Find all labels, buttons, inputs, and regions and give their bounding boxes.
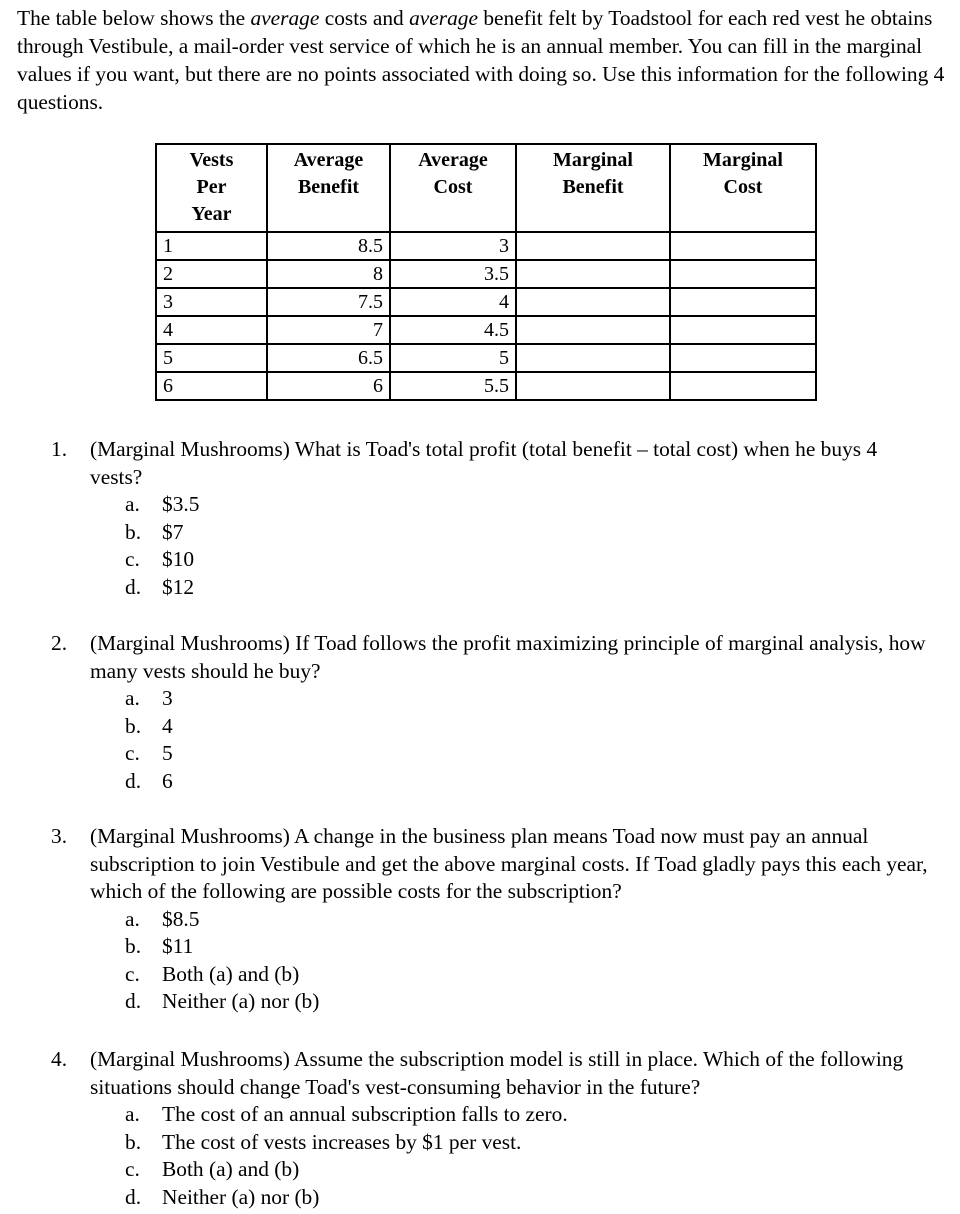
table-row	[156, 372, 816, 400]
option-letter: b.	[125, 713, 142, 738]
intro-text-3: benefit felt by Toadstool for each red vest he obtains through Vestibule, a mail-order vest service of which he is an annual member. You can fill in the marginal values if you want, but there are no points associated with doing so. Use this information for the following 4 questions.	[17, 6, 945, 114]
option-letter: b.	[125, 1129, 142, 1154]
option-letter: a.	[125, 906, 140, 931]
question-stem	[51, 630, 931, 685]
cell-marginal-benefit	[516, 288, 670, 316]
answer-option-a	[125, 491, 931, 519]
cell-vests: 2	[156, 260, 267, 288]
answer-option-a	[125, 685, 931, 713]
intro-text-1: The table below shows the	[17, 6, 251, 30]
cell-average-benefit: 7.5	[267, 288, 390, 316]
header-line: Year	[191, 203, 232, 225]
option-letter: a.	[125, 492, 140, 516]
answer-option-b	[125, 1129, 931, 1157]
answer-option-c	[125, 961, 931, 989]
cell-average-cost: 5.5	[390, 372, 516, 400]
option-text: Neither (a) nor (b)	[162, 989, 320, 1013]
question-number: 4.	[51, 1047, 68, 1071]
cell-average-benefit: 6	[267, 372, 390, 400]
question-number: 2.	[51, 631, 68, 655]
question-3	[51, 823, 931, 1016]
option-letter: c.	[125, 741, 140, 765]
cell-average-cost: 3.5	[390, 260, 516, 288]
question-number: 3.	[51, 824, 68, 848]
answer-option-d	[125, 574, 931, 602]
header-line: Per	[196, 176, 227, 198]
option-text: 3	[162, 686, 173, 710]
answer-option-d	[125, 768, 931, 796]
answer-option-b	[125, 713, 931, 741]
answer-option-a	[125, 906, 931, 934]
option-text: Neither (a) nor (b)	[162, 1184, 320, 1209]
option-text: $8.5	[162, 906, 200, 931]
cell-vests: 5	[156, 344, 267, 372]
answer-option-d	[125, 988, 931, 1016]
option-letter: d.	[125, 574, 142, 599]
table-row	[156, 288, 816, 316]
header-average-cost	[390, 144, 516, 232]
option-letter: a.	[125, 686, 140, 710]
cell-marginal-cost	[670, 372, 816, 400]
cell-vests: 6	[156, 372, 267, 400]
answer-options	[125, 906, 931, 1016]
header-line: Benefit	[562, 176, 624, 198]
cell-average-benefit: 6.5	[267, 344, 390, 372]
answer-options	[125, 685, 931, 795]
answer-option-b	[125, 519, 931, 547]
cell-marginal-cost	[670, 344, 816, 372]
vest-table	[155, 143, 817, 401]
option-text: $11	[162, 934, 194, 958]
table-row	[156, 232, 816, 260]
option-text: $7	[162, 519, 184, 544]
option-letter: d.	[125, 1184, 142, 1209]
header-line: Average	[293, 149, 364, 171]
header-line: Marginal	[703, 149, 783, 171]
table-row	[156, 260, 816, 288]
cell-vests: 1	[156, 232, 267, 260]
option-letter: b.	[125, 934, 142, 958]
option-text: $10	[162, 547, 195, 571]
cell-average-cost: 4.5	[390, 316, 516, 344]
header-line: Vests	[189, 149, 234, 171]
header-marginal-benefit	[516, 144, 670, 232]
answer-option-b	[125, 933, 931, 961]
question-text: (Marginal Mushrooms) Assume the subscription model is still in place. Which of the following situations should change Toad's vest-consuming behavior in the future?	[90, 1047, 904, 1099]
answer-options	[125, 491, 931, 601]
option-text: The cost of an annual subscription falls to zero.	[162, 1102, 568, 1126]
cell-vests: 4	[156, 316, 267, 344]
header-average-benefit	[267, 144, 390, 232]
header-line: Cost	[433, 176, 473, 198]
cell-average-benefit: 8	[267, 260, 390, 288]
option-letter: d.	[125, 768, 142, 793]
option-text: $12	[162, 574, 195, 599]
question-stem	[51, 436, 931, 491]
cell-average-cost: 3	[390, 232, 516, 260]
cell-marginal-cost	[670, 232, 816, 260]
option-letter: a.	[125, 1102, 140, 1126]
cell-marginal-cost	[670, 260, 816, 288]
header-line: Benefit	[297, 176, 360, 198]
option-letter: b.	[125, 519, 142, 544]
intro-text-2: costs and	[319, 6, 410, 30]
answer-option-d	[125, 1184, 931, 1212]
cell-vests: 3	[156, 288, 267, 316]
question-text: (Marginal Mushrooms) A change in the business plan means Toad now must pay an annual subscription to join Vestibule and get the above marginal costs. If Toad gladly pays this each year, which of the following are possible costs for the subscription?	[90, 824, 928, 903]
answer-option-a	[125, 1101, 931, 1129]
question-1	[51, 436, 931, 601]
cell-average-cost: 5	[390, 344, 516, 372]
option-text: 5	[162, 741, 173, 765]
option-text: 4	[162, 713, 173, 738]
table-row	[156, 344, 816, 372]
header-line: Marginal	[553, 149, 633, 171]
header-line: Average	[418, 149, 488, 171]
option-letter: c.	[125, 1157, 140, 1181]
cell-marginal-benefit	[516, 372, 670, 400]
option-text: $3.5	[162, 492, 200, 516]
answer-option-c	[125, 1156, 931, 1184]
option-letter: d.	[125, 989, 142, 1013]
header-marginal-cost	[670, 144, 816, 232]
cell-marginal-cost	[670, 288, 816, 316]
option-text: Both (a) and (b)	[162, 1157, 300, 1181]
table-header-row	[156, 144, 816, 232]
header-vests-per-year	[156, 144, 267, 232]
cell-average-benefit: 7	[267, 316, 390, 344]
option-text: Both (a) and (b)	[162, 961, 300, 986]
cell-marginal-benefit	[516, 316, 670, 344]
question-text: (Marginal Mushrooms) If Toad follows the profit maximizing principle of marginal analysis, how many vests should he buy?	[90, 631, 926, 683]
cell-marginal-benefit	[516, 260, 670, 288]
option-letter: c.	[125, 547, 140, 571]
option-letter: c.	[125, 961, 140, 986]
answer-options	[125, 1101, 931, 1211]
cell-average-cost: 4	[390, 288, 516, 316]
intro-paragraph	[17, 4, 952, 116]
cell-marginal-benefit	[516, 232, 670, 260]
cell-marginal-cost	[670, 316, 816, 344]
cell-average-benefit: 8.5	[267, 232, 390, 260]
option-text: 6	[162, 768, 173, 793]
question-number: 1.	[51, 437, 68, 461]
intro-emphasis-1: average	[250, 6, 320, 30]
cell-marginal-benefit	[516, 344, 670, 372]
option-text: The cost of vests increases by $1 per vest.	[162, 1129, 522, 1154]
intro-emphasis-2: average	[409, 6, 478, 30]
question-text: (Marginal Mushrooms) What is Toad's total profit (total benefit – total cost) when he buys 4 vests?	[90, 437, 878, 489]
question-stem	[51, 1046, 931, 1101]
question-2	[51, 630, 931, 795]
question-4	[51, 1046, 931, 1211]
header-line: Cost	[723, 176, 763, 198]
table-row	[156, 316, 816, 344]
answer-option-c	[125, 740, 931, 768]
question-stem	[51, 823, 931, 906]
answer-option-c	[125, 546, 931, 574]
